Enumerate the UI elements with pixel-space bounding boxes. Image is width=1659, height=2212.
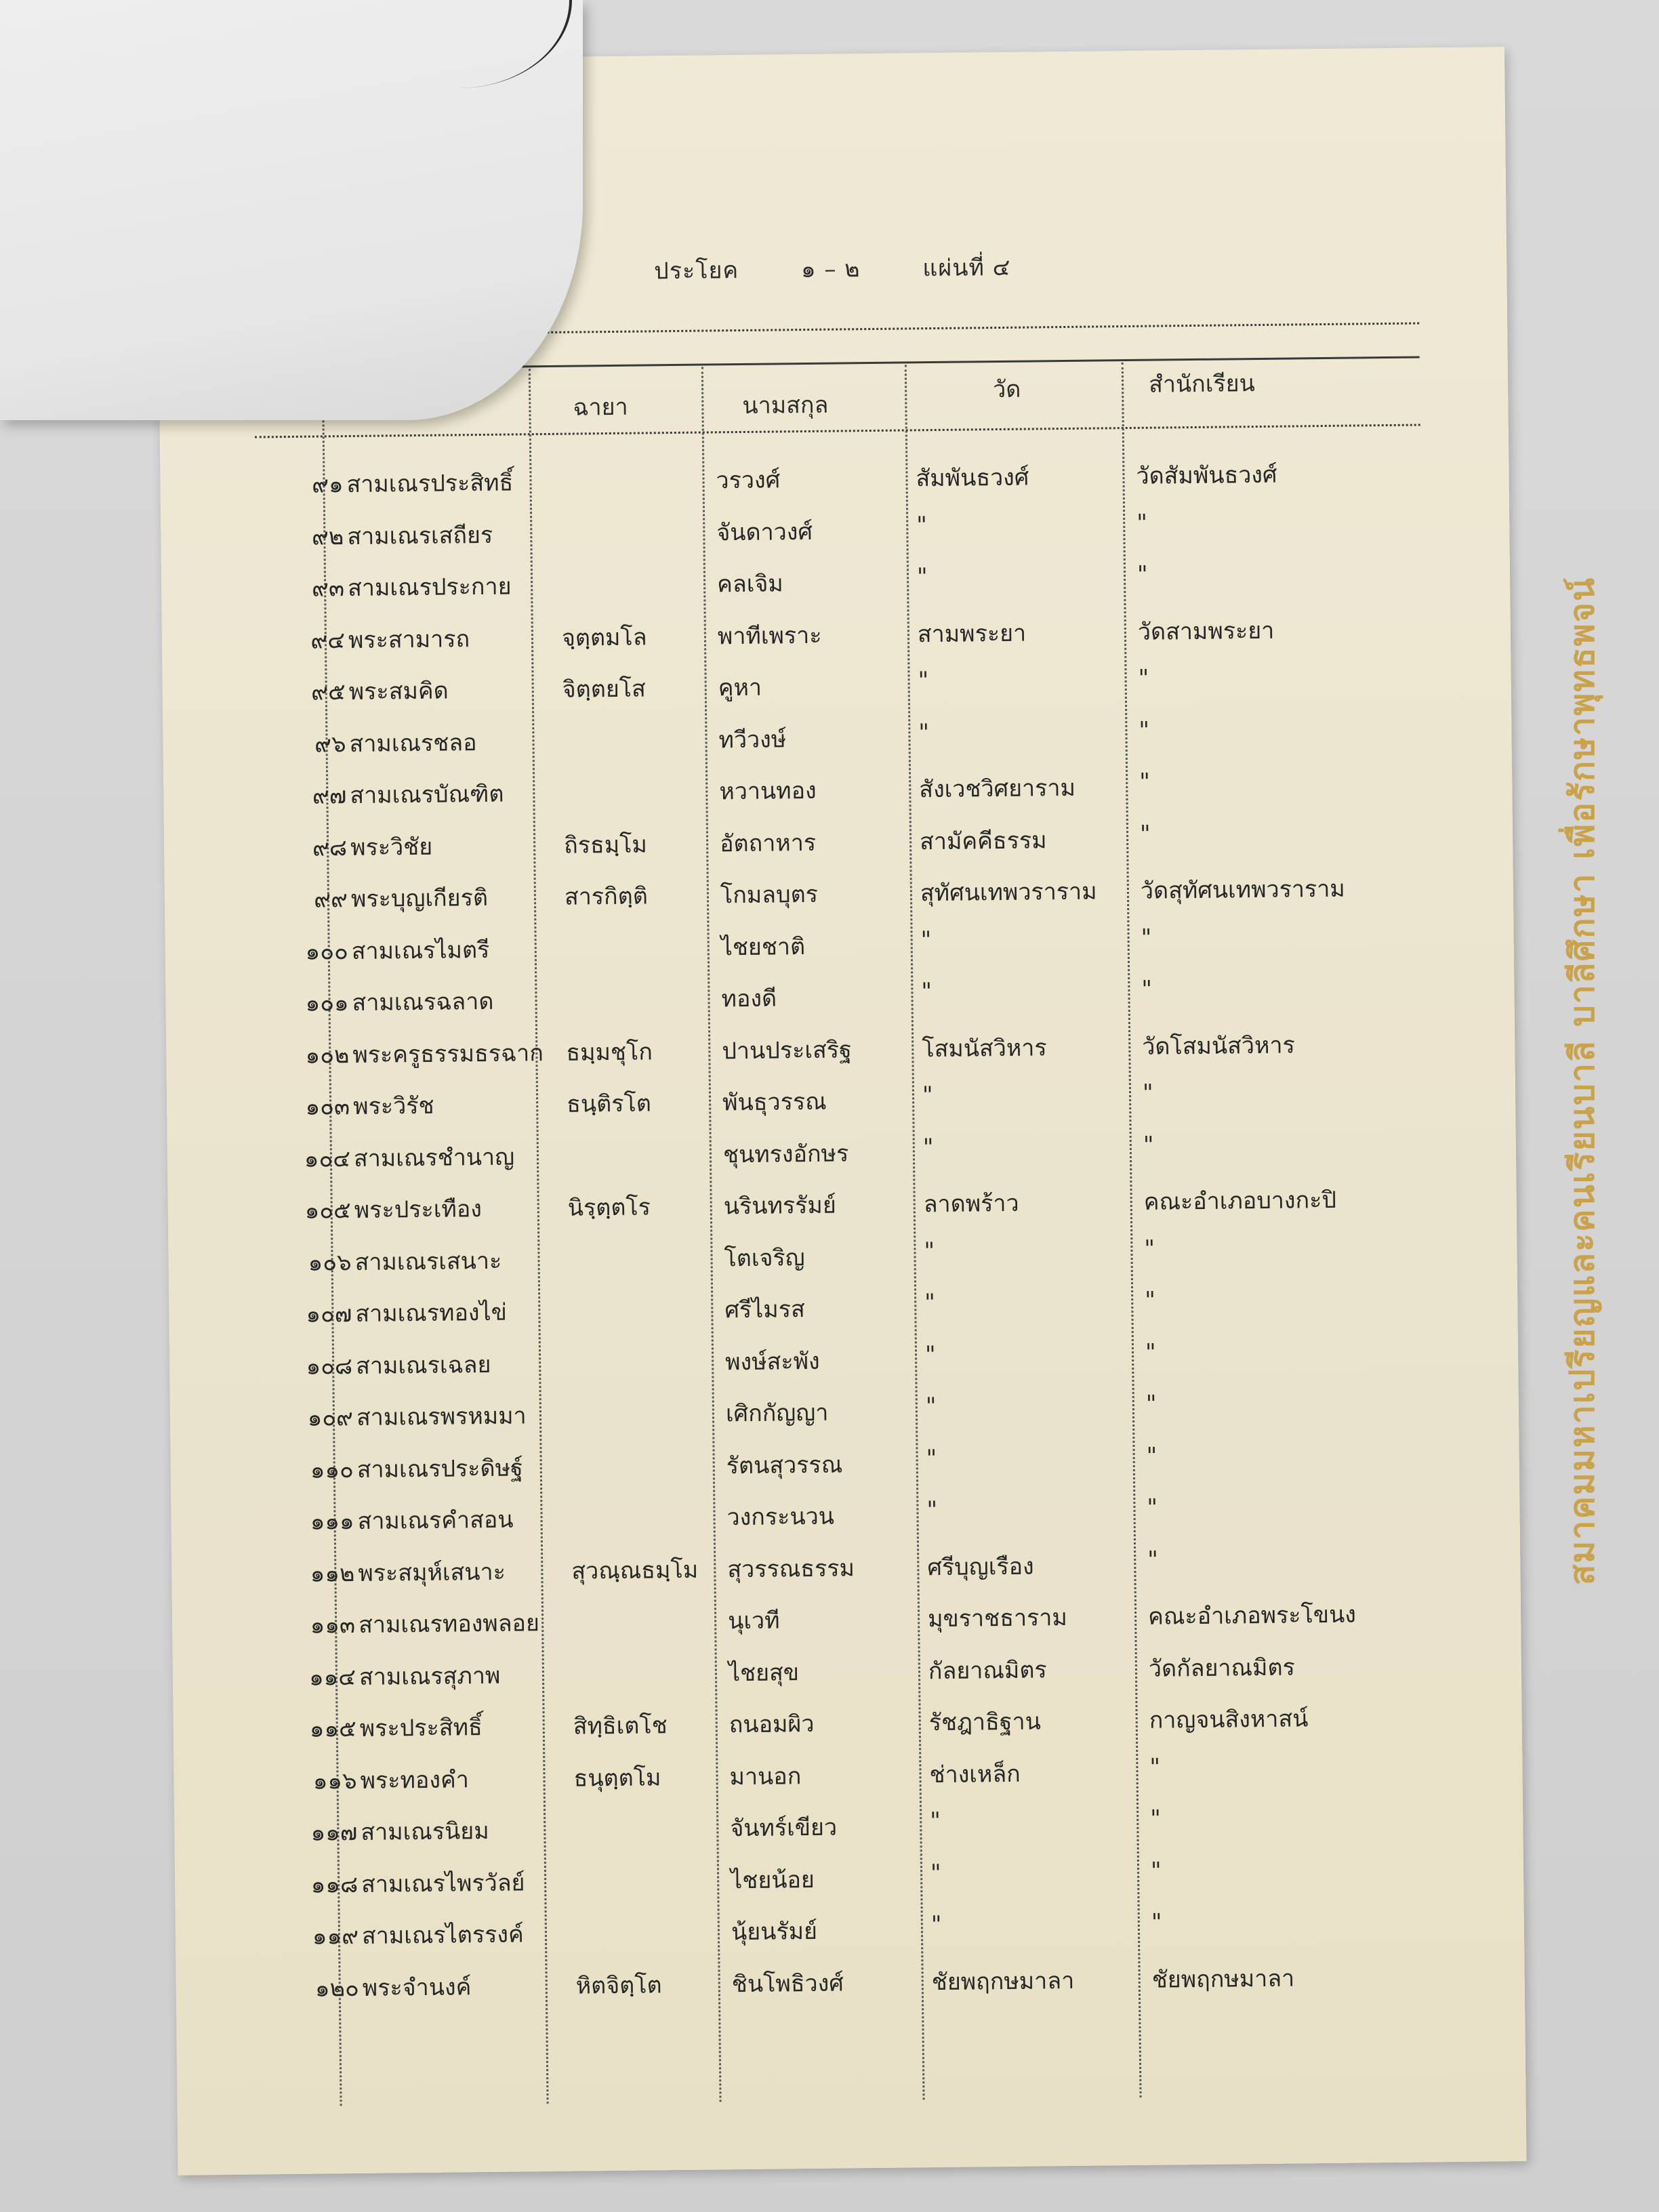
row-wat: " <box>918 667 929 695</box>
row-name: สามเณรเสถียร <box>347 521 493 550</box>
row-number: ๑๐๐ <box>305 937 348 966</box>
watermark-text: สมาคมมหาเปรียญและคนเรียนบาลี บาลีศึกษา เพื่อรักษาพุทธพจน์ <box>1562 576 1602 1586</box>
row-wat: ลาดพร้าว <box>923 1189 1019 1218</box>
row-surname: ชุนทรงอักษร <box>722 1139 849 1168</box>
row-surname: จันดาวงศ์ <box>716 518 813 546</box>
row-wat: " <box>922 1133 934 1161</box>
row-name: สามเณรชำนาญ <box>353 1143 515 1172</box>
row-school: " <box>1139 768 1151 796</box>
row-surname: ชินโพธิวงศ์ <box>731 1969 844 1998</box>
row-surname: ไชยชาติ <box>720 933 806 961</box>
row-number: ๑๐๘ <box>306 1352 353 1380</box>
row-surname: ไชยสุข <box>728 1658 800 1687</box>
row-wat: " <box>918 718 930 746</box>
row-name: สามเณรบัณฑิต <box>350 780 504 810</box>
row-school: " <box>1143 1131 1154 1159</box>
row-surname: โตเจริญ <box>724 1244 805 1272</box>
row-surname: ทองดี <box>721 985 777 1013</box>
row-wat: สังเวชวิศยาราม <box>919 774 1076 804</box>
row-number: ๑๑๙ <box>312 1923 359 1950</box>
row-school: " <box>1141 975 1153 1003</box>
row-wat: " <box>916 563 928 591</box>
row-number: ๑๒๐ <box>314 1974 360 2003</box>
row-school: วัดกัลยาณมิตร <box>1148 1654 1296 1683</box>
row-name: สามเณรนิยม <box>361 1817 489 1846</box>
row-school: " <box>1141 924 1152 951</box>
row-wat: " <box>924 1289 936 1317</box>
row-school: " <box>1145 1286 1156 1314</box>
row-number: ๙๖ <box>314 730 346 758</box>
row-number: ๑๑๖ <box>312 1767 357 1795</box>
row-alias: สารกิตฺติ <box>564 882 649 911</box>
column-header-school: สำนักเรียน <box>1148 370 1256 398</box>
row-wat: " <box>924 1237 935 1265</box>
row-school: ชัยพฤกษมาลา <box>1151 1965 1295 1994</box>
row-school: " <box>1142 1079 1153 1107</box>
row-surname: จันทร์เขียว <box>730 1814 838 1843</box>
row-school: วัดโสมนัสวิหาร <box>1142 1031 1295 1061</box>
row-name: สามเณรประสิทธิ์ <box>346 469 514 499</box>
row-wat: " <box>921 978 933 1006</box>
row-number: ๑๐๙ <box>307 1404 354 1432</box>
row-name: สามเณรไมตรี <box>351 936 490 965</box>
row-surname: เศิกกัญญา <box>725 1399 829 1428</box>
row-number: ๑๐๓ <box>305 1093 350 1121</box>
column-header-surname: นามสกุล <box>742 391 829 419</box>
row-wat: " <box>926 1496 938 1524</box>
row-surname: คูหา <box>718 674 762 702</box>
row-wat: " <box>924 1340 936 1368</box>
row-number: ๑๑๑ <box>310 1508 354 1536</box>
row-school: " <box>1147 1546 1159 1574</box>
row-number: ๑๑๓ <box>310 1612 356 1639</box>
row-wat: โสมนัสวิหาร <box>922 1033 1047 1063</box>
row-alias: ถิรธมฺโม <box>563 830 648 859</box>
column-header-wat: วัด <box>992 375 1021 404</box>
row-surname: รัตนสุวรรณ <box>726 1451 843 1479</box>
row-surname: สุวรรณธรรม <box>727 1554 855 1583</box>
row-number: ๑๐๔ <box>304 1145 351 1173</box>
row-school: วัดสัมพันธวงศ์ <box>1136 461 1277 490</box>
row-school: " <box>1144 1235 1155 1263</box>
row-wat: สัมพันธวงศ์ <box>916 464 1029 493</box>
row-name: พระบุญเกียรติ <box>350 884 489 914</box>
row-alias: หิตจิตฺโต <box>575 1971 662 2000</box>
row-alias: นิรฺตฺตโร <box>567 1193 651 1222</box>
row-surname: พาทีเพราะ <box>717 621 822 650</box>
row-school: คณะอำเภอบางกะปิ <box>1143 1186 1337 1216</box>
row-surname: ถนอมผิว <box>729 1710 815 1739</box>
header-prayok: ประโยค <box>653 257 739 285</box>
row-wat: ชัยพฤกษมาลา <box>931 1967 1075 1996</box>
row-number: ๙๓ <box>311 575 345 602</box>
row-wat: " <box>916 511 928 539</box>
row-school: " <box>1151 1908 1162 1936</box>
row-surname: นุ้ยนรัมย์ <box>731 1917 818 1946</box>
row-surname: ทวีวงษ์ <box>718 725 787 754</box>
row-surname: พันธุวรรณ <box>722 1088 827 1117</box>
row-name: พระประเทือง <box>354 1195 483 1225</box>
row-school: วัดสามพระยา <box>1137 617 1275 646</box>
row-wat: มุขราชธาราม <box>927 1604 1068 1633</box>
row-name: สามเณรเฉลย <box>355 1351 491 1380</box>
row-number: ๑๑๐ <box>310 1456 354 1484</box>
header-sheet: แผ่นที่ ๔ <box>922 253 1011 283</box>
row-name: สามเณรทองไข่ <box>355 1298 508 1328</box>
row-surname: พงษ์สะพัง <box>724 1347 820 1376</box>
row-number: ๙๕ <box>310 678 346 706</box>
row-wat: สามพระยา <box>917 619 1027 648</box>
row-school: กาญจนสิงหาสน์ <box>1149 1705 1309 1734</box>
row-number: ๙๔ <box>310 626 346 655</box>
row-number: ๑๐๒ <box>305 1041 350 1069</box>
table-body <box>160 447 1525 2016</box>
header-level: ๑ – ๒ <box>800 255 861 284</box>
row-wat: " <box>930 1807 941 1835</box>
row-alias: สิทฺธิเตโช <box>573 1712 668 1740</box>
row-name: พระวิชัย <box>350 833 433 861</box>
row-alias: สุวณฺณธมฺโม <box>571 1556 699 1585</box>
row-alias: ธนุตฺตโม <box>573 1763 661 1793</box>
row-wat: " <box>930 1859 941 1887</box>
row-surname: มานอก <box>729 1762 802 1790</box>
row-name: สามเณรทองพลอย <box>358 1610 540 1639</box>
row-alias: จฺตฺตมโล <box>561 623 647 652</box>
column-header-rule <box>255 424 1420 438</box>
row-school: " <box>1145 1338 1156 1366</box>
row-alias: จิตฺตยโส <box>562 675 646 703</box>
row-school: " <box>1139 716 1150 744</box>
row-wat: ช่างเหล็ก <box>929 1760 1021 1788</box>
row-wat: " <box>930 1911 942 1939</box>
watermark <box>1545 447 1620 1715</box>
row-name: สามเณรชลอ <box>349 729 477 758</box>
row-wat: กัลยาณมิตร <box>928 1656 1047 1685</box>
row-number: ๙๙ <box>313 886 348 914</box>
row-number: ๑๐๗ <box>306 1300 352 1328</box>
row-alias: ธนฺติรโต <box>566 1090 652 1118</box>
row-number: ๑๑๔ <box>308 1663 356 1692</box>
row-name: สามเณรสุภาพ <box>359 1662 501 1691</box>
row-school: " <box>1136 509 1148 537</box>
row-number: ๑๐๖ <box>308 1248 352 1277</box>
row-name: พระครูธรรมธรฉาก <box>352 1039 544 1069</box>
row-name: สามเณรประกาย <box>347 573 512 602</box>
row-wat: " <box>926 1444 937 1472</box>
row-school: " <box>1150 1805 1162 1832</box>
row-school: " <box>1145 1390 1157 1418</box>
row-surname: อัตถาหาร <box>719 829 817 857</box>
row-name: สามเณรประดิษฐ์ <box>356 1454 524 1483</box>
row-surname: โกมลบุตร <box>720 880 819 909</box>
row-school: วัดสุทัศนเทพวราราม <box>1140 875 1345 905</box>
row-wat: สุทัศนเทพวราราม <box>920 878 1097 907</box>
row-name: พระทองคำ <box>360 1765 470 1795</box>
row-name: สามเณรฉลาด <box>352 987 494 1017</box>
row-wat: รัชฎาธิฐาน <box>928 1708 1042 1737</box>
row-wat: " <box>920 926 932 954</box>
row-wat: " <box>922 1082 933 1109</box>
row-surname: ปานประเสริฐ <box>722 1036 852 1065</box>
row-name: พระวิรัช <box>352 1092 434 1121</box>
row-surname: นุเวที <box>727 1607 780 1635</box>
row-number: ๙๒ <box>311 523 344 551</box>
row-number: ๑๐๕ <box>304 1197 351 1225</box>
row-number: ๙๗ <box>312 782 347 810</box>
row-number: ๑๑๕ <box>309 1715 356 1743</box>
row-surname: วรวงศ์ <box>716 466 781 495</box>
row-number: ๑๐๑ <box>305 989 349 1017</box>
row-surname: ไชยน้อย <box>730 1866 815 1894</box>
row-name: พระสมุห์เสนาะ <box>358 1558 506 1587</box>
row-number: ๑๑๒ <box>310 1559 355 1588</box>
row-name: สามเณรไตรรงค์ <box>361 1921 524 1950</box>
row-school: " <box>1136 560 1148 588</box>
row-school: " <box>1146 1442 1158 1470</box>
row-school: คณะอำเภอพระโขนง <box>1147 1601 1357 1631</box>
row-name: พระจำนงค์ <box>362 1973 472 2002</box>
row-school: " <box>1150 1857 1162 1885</box>
row-name: สามเณรพรหมมา <box>356 1402 527 1432</box>
row-wat: ศรีบุญเรือง <box>927 1553 1034 1581</box>
row-surname: วงกระนวน <box>726 1502 835 1532</box>
row-surname: ศรีไมรส <box>724 1296 805 1324</box>
row-surname: นรินทรรัมย์ <box>723 1191 836 1221</box>
row-name: สามเณรไพรวัลย์ <box>361 1868 525 1898</box>
row-school: " <box>1147 1494 1158 1521</box>
row-name: พระประสิทธิ์ <box>359 1714 483 1742</box>
row-school: " <box>1139 820 1151 848</box>
row-school: " <box>1138 664 1149 692</box>
row-wat: สามัคคีธรรม <box>919 826 1047 855</box>
row-number: ๑๑๘ <box>310 1870 359 1899</box>
row-number: ๑๑๗ <box>310 1819 358 1847</box>
row-surname: หวานทอง <box>719 777 817 806</box>
row-name: พระสมคิด <box>348 677 449 706</box>
row-number: ๙๑ <box>311 471 344 499</box>
row-school: " <box>1149 1753 1161 1781</box>
row-name: สามเณรคำสอน <box>357 1506 514 1536</box>
row-surname: คลเจิม <box>716 570 783 598</box>
row-name: พระสามารถ <box>348 625 470 654</box>
row-name: สามเณรเสนาะ <box>354 1247 502 1276</box>
column-header-alias: ฉายา <box>573 393 628 422</box>
row-number: ๙๘ <box>312 834 348 862</box>
row-alias: ธมฺมชุโก <box>566 1038 653 1067</box>
row-wat: " <box>925 1393 937 1420</box>
